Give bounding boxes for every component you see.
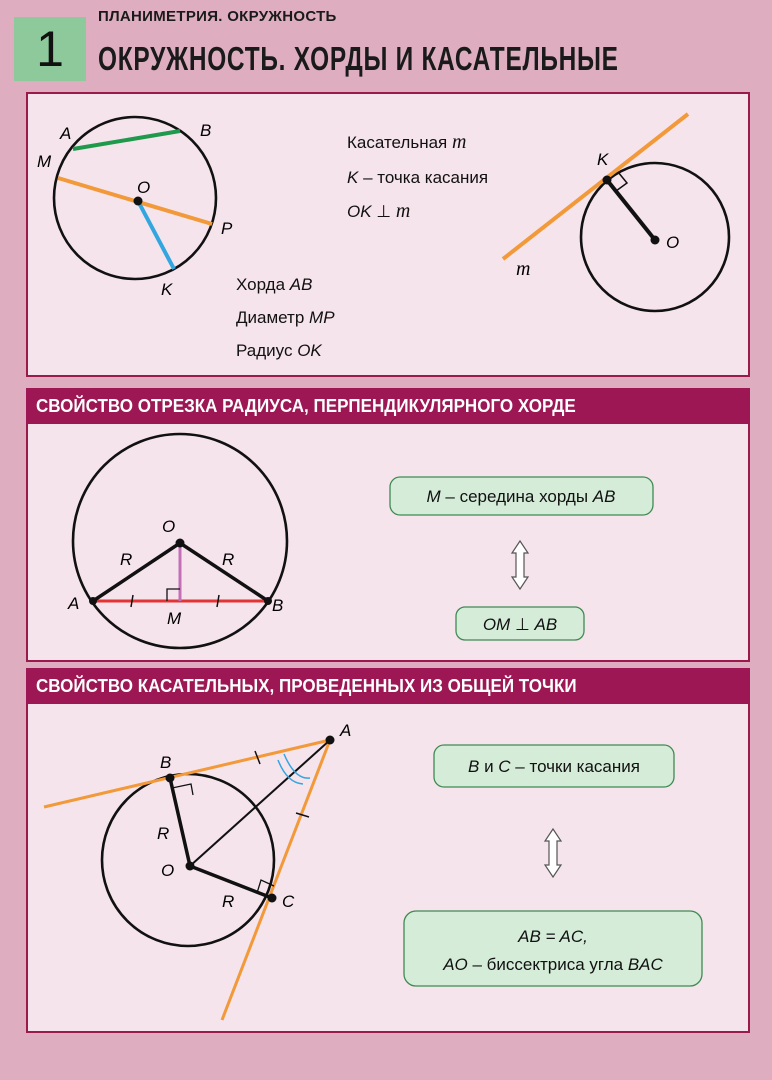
tangent-property-box <box>404 911 702 986</box>
label-r1-2: R <box>120 550 133 569</box>
midpoint-box <box>390 477 653 515</box>
tangent-line-m <box>503 114 688 259</box>
tangent-line2: K – точка касания <box>347 168 489 187</box>
equivalence-arrow <box>512 541 528 589</box>
perpendicular-box <box>456 607 584 640</box>
section3-heading: СВОЙСТВО КАСАТЕЛЬНЫХ, ПРОВЕДЕННЫХ ИЗ ОБЩЕЙ ТОЧКИ <box>26 668 750 704</box>
right-angle-mark <box>616 172 627 191</box>
tangent-line3: OK ⊥ m <box>347 200 411 222</box>
tangent-text <box>347 131 488 222</box>
section-number: 1 <box>14 17 86 81</box>
point-a-2 <box>89 597 97 605</box>
tangent-ab <box>44 740 330 807</box>
midpoint-text: M – середина хорды AB <box>426 487 616 506</box>
label-c-3: C <box>282 892 295 911</box>
tangency-points-text: B и C – точки касания <box>468 757 640 776</box>
tangent-center <box>651 236 660 245</box>
point-c-3 <box>268 894 277 903</box>
label-r1-3: R <box>157 824 170 843</box>
center-3 <box>186 862 195 871</box>
label-o-2: O <box>162 517 176 536</box>
label-p: P <box>221 219 233 238</box>
legend-chord: Хорда AB <box>236 275 313 294</box>
segment-ao <box>190 740 330 866</box>
tangent-ac <box>222 740 330 1020</box>
radius-ob-3 <box>170 778 190 866</box>
label-r2-2: R <box>222 550 235 569</box>
tangent-point <box>603 176 612 185</box>
tangent-line1: Касательная m <box>347 131 467 153</box>
label-a: A <box>60 124 72 143</box>
point-a-3 <box>326 736 335 745</box>
tangents-diagram <box>44 721 351 1020</box>
label-o: O <box>137 178 151 197</box>
page-subtitle: ПЛАНИМЕТРИЯ. ОКРУЖНОСТЬ <box>98 8 337 25</box>
property-line1: AB = AC, <box>518 927 588 946</box>
perpendicular-text: OM ⊥ AB <box>482 615 558 634</box>
radius-ok-tangent <box>607 180 655 240</box>
label-a-2: A <box>68 594 80 613</box>
tick-am <box>131 595 133 607</box>
definition-legend <box>236 275 335 360</box>
circle-definition-diagram <box>37 117 233 299</box>
tick-mb <box>217 595 219 607</box>
angle-arc-1 <box>278 760 303 784</box>
tangency-points-box <box>434 745 674 787</box>
label-m-tangent: m <box>516 258 531 280</box>
label-b: B <box>200 121 212 140</box>
label-k: K <box>161 280 173 299</box>
angle-arc-2 <box>284 754 310 778</box>
label-o-tangent: O <box>666 233 680 252</box>
label-a-3: A <box>340 721 352 740</box>
page-title: ОКРУЖНОСТЬ. ХОРДЫ И КАСАТЕЛЬНЫЕ <box>98 40 619 77</box>
label-m: M <box>37 152 52 171</box>
tangent-diagram <box>503 114 729 311</box>
point-b-2 <box>264 597 272 605</box>
label-r2-3: R <box>222 892 235 911</box>
radius-perpendicular-diagram <box>67 434 287 648</box>
center-2 <box>176 539 185 548</box>
section2-heading: СВОЙСТВО ОТРЕЗКА РАДИУСА, ПЕРПЕНДИКУЛЯРНОГО ХОРДЕ <box>26 388 750 424</box>
equivalence-arrow-2 <box>545 829 561 877</box>
right-angle-mark-2 <box>167 589 180 601</box>
label-b-3: B <box>160 753 172 772</box>
point-b-3 <box>166 774 175 783</box>
label-o-3: O <box>161 861 175 880</box>
chord-ab <box>73 131 180 149</box>
legend-diameter: Диаметр MP <box>236 308 335 327</box>
label-b-2: B <box>272 596 284 615</box>
center-point <box>134 197 143 206</box>
label-m-2: M <box>167 609 182 628</box>
property-line2: AO – биссектриса угла BAC <box>443 955 663 974</box>
legend-radius: Радиус OK <box>236 341 322 360</box>
label-k-tangent: K <box>597 150 609 169</box>
